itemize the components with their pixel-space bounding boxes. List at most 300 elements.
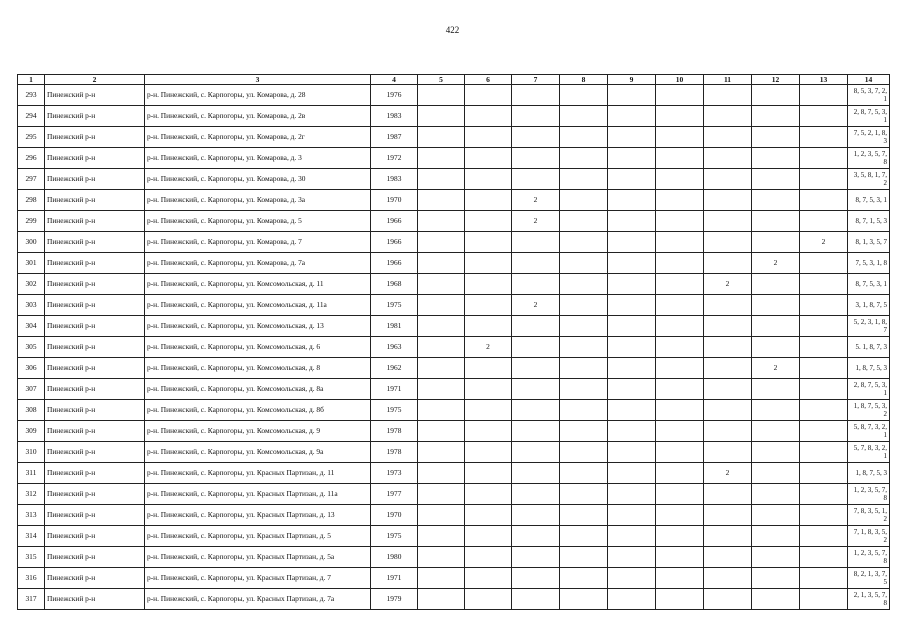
value-cell (512, 442, 560, 463)
value-cell (704, 379, 752, 400)
row-number-cell: 316 (18, 568, 45, 589)
value-cell (704, 505, 752, 526)
value-cell (752, 484, 800, 505)
value-cell (418, 568, 465, 589)
value-cell (465, 400, 512, 421)
value-cell (512, 526, 560, 547)
value-cell (418, 190, 465, 211)
district-cell: Пинежский р-н (45, 106, 145, 127)
value-cell (800, 358, 848, 379)
value-cell (465, 85, 512, 106)
value-cell: 2 (512, 211, 560, 232)
value-cell (512, 85, 560, 106)
value-cell (465, 253, 512, 274)
value-cell (800, 295, 848, 316)
table-row (18, 253, 890, 274)
value-cell (418, 358, 465, 379)
table-row (18, 232, 890, 253)
value-cell (512, 547, 560, 568)
value-cell (656, 253, 704, 274)
column-header: 7 (512, 75, 560, 85)
row-number-cell: 303 (18, 295, 45, 316)
table-row (18, 85, 890, 106)
code-list-cell: 2, 8, 7, 5, 3, 1 (848, 379, 890, 400)
row-number-cell: 313 (18, 505, 45, 526)
value-cell (418, 127, 465, 148)
value-cell (608, 400, 656, 421)
value-cell (656, 316, 704, 337)
address-cell: р-н. Пинежский, с. Карпогоры, ул. Комсомольская, д. 13 (145, 316, 371, 337)
year-cell: 1966 (371, 253, 418, 274)
table-row (18, 274, 890, 295)
value-cell (656, 337, 704, 358)
table-row (18, 463, 890, 484)
value-cell (608, 316, 656, 337)
row-number-cell: 305 (18, 337, 45, 358)
value-cell (752, 547, 800, 568)
value-cell (465, 463, 512, 484)
code-list-cell: 5, 2, 3, 1, 8, 7 (848, 316, 890, 337)
value-cell (560, 274, 608, 295)
value-cell (418, 442, 465, 463)
district-cell: Пинежский р-н (45, 484, 145, 505)
value-cell (656, 274, 704, 295)
district-cell: Пинежский р-н (45, 589, 145, 610)
value-cell: 2 (512, 295, 560, 316)
address-cell: р-н. Пинежский, с. Карпогоры, ул. Комсомольская, д. 8а (145, 379, 371, 400)
address-cell: р-н. Пинежский, с. Карпогоры, ул. Комсомольская, д. 9 (145, 421, 371, 442)
value-cell (512, 106, 560, 127)
value-cell: 2 (465, 337, 512, 358)
value-cell (608, 379, 656, 400)
page-number: 422 (445, 25, 460, 35)
value-cell (512, 253, 560, 274)
row-number-cell: 309 (18, 421, 45, 442)
value-cell (418, 211, 465, 232)
value-cell (418, 484, 465, 505)
value-cell (752, 526, 800, 547)
value-cell (704, 169, 752, 190)
value-cell (512, 127, 560, 148)
value-cell (752, 421, 800, 442)
value-cell (656, 169, 704, 190)
value-cell (608, 295, 656, 316)
address-cell: р-н. Пинежский, с. Карпогоры, ул. Комарова, д. 2г (145, 127, 371, 148)
address-cell: р-н. Пинежский, с. Карпогоры, ул. Комарова, д. 2в (145, 106, 371, 127)
table-row (18, 484, 890, 505)
address-cell: р-н. Пинежский, с. Карпогоры, ул. Красных Партизан, д. 13 (145, 505, 371, 526)
value-cell (656, 484, 704, 505)
value-cell (560, 526, 608, 547)
table-row (18, 547, 890, 568)
value-cell (752, 211, 800, 232)
value-cell (418, 589, 465, 610)
column-header: 12 (752, 75, 800, 85)
value-cell (656, 505, 704, 526)
value-cell (608, 106, 656, 127)
district-cell: Пинежский р-н (45, 85, 145, 106)
value-cell (512, 358, 560, 379)
value-cell (560, 421, 608, 442)
value-cell (656, 127, 704, 148)
year-cell: 1976 (371, 85, 418, 106)
value-cell (465, 148, 512, 169)
value-cell (752, 85, 800, 106)
value-cell (752, 148, 800, 169)
value-cell (608, 358, 656, 379)
value-cell (656, 400, 704, 421)
value-cell (560, 85, 608, 106)
value-cell (656, 547, 704, 568)
value-cell (560, 484, 608, 505)
value-cell (752, 379, 800, 400)
value-cell (656, 589, 704, 610)
value-cell (656, 190, 704, 211)
district-cell: Пинежский р-н (45, 169, 145, 190)
value-cell (418, 316, 465, 337)
value-cell (512, 568, 560, 589)
district-cell: Пинежский р-н (45, 295, 145, 316)
code-list-cell: 8, 7, 1, 5, 3 (848, 211, 890, 232)
value-cell (465, 526, 512, 547)
value-cell (560, 253, 608, 274)
value-cell (418, 274, 465, 295)
value-cell (608, 85, 656, 106)
value-cell (704, 127, 752, 148)
value-cell (560, 316, 608, 337)
value-cell (560, 379, 608, 400)
district-cell: Пинежский р-н (45, 526, 145, 547)
value-cell (608, 526, 656, 547)
district-cell: Пинежский р-н (45, 463, 145, 484)
value-cell (465, 568, 512, 589)
district-cell: Пинежский р-н (45, 400, 145, 421)
year-cell: 1971 (371, 568, 418, 589)
value-cell (560, 568, 608, 589)
value-cell (800, 148, 848, 169)
value-cell (512, 316, 560, 337)
value-cell (800, 442, 848, 463)
value-cell (418, 85, 465, 106)
table-row (18, 211, 890, 232)
column-header: 5 (418, 75, 465, 85)
value-cell (608, 148, 656, 169)
year-cell: 1981 (371, 316, 418, 337)
address-cell: р-н. Пинежский, с. Карпогоры, ул. Красных Партизан, д. 7а (145, 589, 371, 610)
row-number-cell: 315 (18, 547, 45, 568)
value-cell (800, 127, 848, 148)
value-cell (656, 568, 704, 589)
value-cell (560, 337, 608, 358)
row-number-cell: 317 (18, 589, 45, 610)
code-list-cell: 1, 8, 7, 5, 3 (848, 358, 890, 379)
value-cell (560, 211, 608, 232)
row-number-cell: 297 (18, 169, 45, 190)
value-cell (418, 526, 465, 547)
value-cell (656, 295, 704, 316)
value-cell (752, 505, 800, 526)
row-number-cell: 299 (18, 211, 45, 232)
district-cell: Пинежский р-н (45, 442, 145, 463)
address-cell: р-н. Пинежский, с. Карпогоры, ул. Комарова, д. 3а (145, 190, 371, 211)
value-cell (800, 526, 848, 547)
value-cell (512, 484, 560, 505)
table-row (18, 358, 890, 379)
year-cell: 1978 (371, 421, 418, 442)
value-cell (608, 505, 656, 526)
value-cell (465, 274, 512, 295)
value-cell (752, 589, 800, 610)
table-row (18, 400, 890, 421)
value-cell (608, 127, 656, 148)
value-cell (656, 526, 704, 547)
value-cell (800, 253, 848, 274)
value-cell (608, 463, 656, 484)
value-cell (704, 211, 752, 232)
value-cell (800, 379, 848, 400)
value-cell (560, 106, 608, 127)
value-cell (608, 442, 656, 463)
value-cell (512, 421, 560, 442)
value-cell (704, 190, 752, 211)
year-cell: 1987 (371, 127, 418, 148)
table-row (18, 568, 890, 589)
district-cell: Пинежский р-н (45, 232, 145, 253)
value-cell (752, 442, 800, 463)
value-cell (800, 589, 848, 610)
value-cell (656, 148, 704, 169)
address-cell: р-н. Пинежский, с. Карпогоры, ул. Комарова, д. 28 (145, 85, 371, 106)
code-list-cell: 1, 2, 3, 5, 7, 8 (848, 484, 890, 505)
year-cell: 1971 (371, 379, 418, 400)
value-cell (512, 148, 560, 169)
row-number-cell: 296 (18, 148, 45, 169)
column-header: 11 (704, 75, 752, 85)
value-cell (608, 169, 656, 190)
code-list-cell: 8, 2, 1, 3, 7, 5 (848, 568, 890, 589)
value-cell: 2 (800, 232, 848, 253)
table-row (18, 379, 890, 400)
row-number-cell: 307 (18, 379, 45, 400)
table-row (18, 442, 890, 463)
code-list-cell: 1, 2, 3, 5, 7, 8 (848, 148, 890, 169)
value-cell (418, 253, 465, 274)
value-cell (465, 442, 512, 463)
address-cell: р-н. Пинежский, с. Карпогоры, ул. Комсомольская, д. 11 (145, 274, 371, 295)
district-cell: Пинежский р-н (45, 274, 145, 295)
value-cell (656, 358, 704, 379)
value-cell (704, 568, 752, 589)
value-cell (465, 232, 512, 253)
value-cell (656, 379, 704, 400)
value-cell (560, 505, 608, 526)
year-cell: 1983 (371, 169, 418, 190)
address-cell: р-н. Пинежский, с. Карпогоры, ул. Комарова, д. 3 (145, 148, 371, 169)
registry-table (17, 74, 890, 610)
code-list-cell: 2, 8, 7, 5, 3, 1 (848, 106, 890, 127)
district-cell: Пинежский р-н (45, 127, 145, 148)
value-cell (560, 148, 608, 169)
value-cell (418, 421, 465, 442)
value-cell: 2 (704, 463, 752, 484)
row-number-cell: 310 (18, 442, 45, 463)
district-cell: Пинежский р-н (45, 421, 145, 442)
value-cell (752, 337, 800, 358)
value-cell (752, 463, 800, 484)
value-cell (752, 400, 800, 421)
value-cell (560, 232, 608, 253)
value-cell (656, 85, 704, 106)
value-cell: 2 (704, 274, 752, 295)
value-cell (608, 589, 656, 610)
year-cell: 1979 (371, 589, 418, 610)
value-cell (512, 589, 560, 610)
value-cell (656, 442, 704, 463)
code-list-cell: 8, 7, 5, 3, 1 (848, 190, 890, 211)
value-cell (704, 85, 752, 106)
row-number-cell: 308 (18, 400, 45, 421)
table-row (18, 526, 890, 547)
address-cell: р-н. Пинежский, с. Карпогоры, ул. Комарова, д. 30 (145, 169, 371, 190)
value-cell (418, 505, 465, 526)
value-cell (418, 400, 465, 421)
value-cell (418, 148, 465, 169)
row-number-cell: 302 (18, 274, 45, 295)
value-cell (418, 106, 465, 127)
year-cell: 1980 (371, 547, 418, 568)
value-cell (704, 358, 752, 379)
value-cell (512, 505, 560, 526)
district-cell: Пинежский р-н (45, 505, 145, 526)
table-row (18, 295, 890, 316)
value-cell (560, 463, 608, 484)
year-cell: 1972 (371, 148, 418, 169)
value-cell (512, 337, 560, 358)
code-list-cell: 5. 1, 8, 7, 3 (848, 337, 890, 358)
code-list-cell: 5, 8, 7, 3, 2, 1 (848, 421, 890, 442)
value-cell (560, 358, 608, 379)
district-cell: Пинежский р-н (45, 379, 145, 400)
value-cell (656, 232, 704, 253)
address-cell: р-н. Пинежский, с. Карпогоры, ул. Комсомольская, д. 11а (145, 295, 371, 316)
row-number-cell: 300 (18, 232, 45, 253)
value-cell (418, 379, 465, 400)
value-cell (704, 526, 752, 547)
value-cell (800, 547, 848, 568)
value-cell (608, 337, 656, 358)
year-cell: 1966 (371, 211, 418, 232)
value-cell (512, 379, 560, 400)
value-cell (656, 106, 704, 127)
value-cell (560, 295, 608, 316)
code-list-cell: 8, 7, 5, 3, 1 (848, 274, 890, 295)
header-row (18, 75, 890, 85)
district-cell: Пинежский р-н (45, 253, 145, 274)
value-cell (800, 211, 848, 232)
column-header: 9 (608, 75, 656, 85)
row-number-cell: 294 (18, 106, 45, 127)
table-row (18, 316, 890, 337)
row-number-cell: 314 (18, 526, 45, 547)
value-cell (800, 505, 848, 526)
value-cell (704, 337, 752, 358)
value-cell (465, 316, 512, 337)
year-cell: 1977 (371, 484, 418, 505)
value-cell (752, 274, 800, 295)
value-cell (465, 421, 512, 442)
year-cell: 1970 (371, 190, 418, 211)
value-cell (418, 232, 465, 253)
address-cell: р-н. Пинежский, с. Карпогоры, ул. Комарова, д. 7а (145, 253, 371, 274)
address-cell: р-н. Пинежский, с. Карпогоры, ул. Комарова, д. 7 (145, 232, 371, 253)
value-cell (608, 232, 656, 253)
value-cell (656, 421, 704, 442)
table-row (18, 505, 890, 526)
column-header: 8 (560, 75, 608, 85)
value-cell (465, 295, 512, 316)
table-row (18, 148, 890, 169)
value-cell (465, 106, 512, 127)
value-cell (560, 442, 608, 463)
value-cell (512, 463, 560, 484)
value-cell (465, 127, 512, 148)
value-cell (608, 484, 656, 505)
year-cell: 1975 (371, 295, 418, 316)
value-cell (465, 484, 512, 505)
value-cell (704, 442, 752, 463)
value-cell (704, 253, 752, 274)
code-list-cell: 7, 5, 3, 1, 8 (848, 253, 890, 274)
value-cell: 2 (752, 253, 800, 274)
value-cell (752, 106, 800, 127)
address-cell: р-н. Пинежский, с. Карпогоры, ул. Комсомольская, д. 6 (145, 337, 371, 358)
address-cell: р-н. Пинежский, с. Карпогоры, ул. Комсомольская, д. 8 (145, 358, 371, 379)
value-cell (465, 379, 512, 400)
row-number-cell: 295 (18, 127, 45, 148)
value-cell (800, 106, 848, 127)
code-list-cell: 5, 7, 8, 3, 2, 1 (848, 442, 890, 463)
code-list-cell: 8, 5, 3, 7, 2, 1 (848, 85, 890, 106)
row-number-cell: 311 (18, 463, 45, 484)
year-cell: 1975 (371, 526, 418, 547)
value-cell (800, 274, 848, 295)
value-cell (656, 463, 704, 484)
value-cell (560, 547, 608, 568)
column-header: 4 (371, 75, 418, 85)
address-cell: р-н. Пинежский, с. Карпогоры, ул. Комарова, д. 5 (145, 211, 371, 232)
address-cell: р-н. Пинежский, с. Карпогоры, ул. Красных Партизан, д. 5а (145, 547, 371, 568)
year-cell: 1968 (371, 274, 418, 295)
value-cell (560, 127, 608, 148)
district-cell: Пинежский р-н (45, 211, 145, 232)
year-cell: 1975 (371, 400, 418, 421)
year-cell: 1962 (371, 358, 418, 379)
value-cell (752, 127, 800, 148)
address-cell: р-н. Пинежский, с. Карпогоры, ул. Красных Партизан, д. 7 (145, 568, 371, 589)
table-row (18, 337, 890, 358)
value-cell (608, 274, 656, 295)
value-cell (465, 169, 512, 190)
value-cell (800, 484, 848, 505)
value-cell (512, 169, 560, 190)
table-row (18, 106, 890, 127)
table-row (18, 421, 890, 442)
code-list-cell: 7, 5, 2, 1, 8, 3 (848, 127, 890, 148)
value-cell (704, 484, 752, 505)
table-row (18, 190, 890, 211)
value-cell (656, 211, 704, 232)
value-cell (752, 190, 800, 211)
